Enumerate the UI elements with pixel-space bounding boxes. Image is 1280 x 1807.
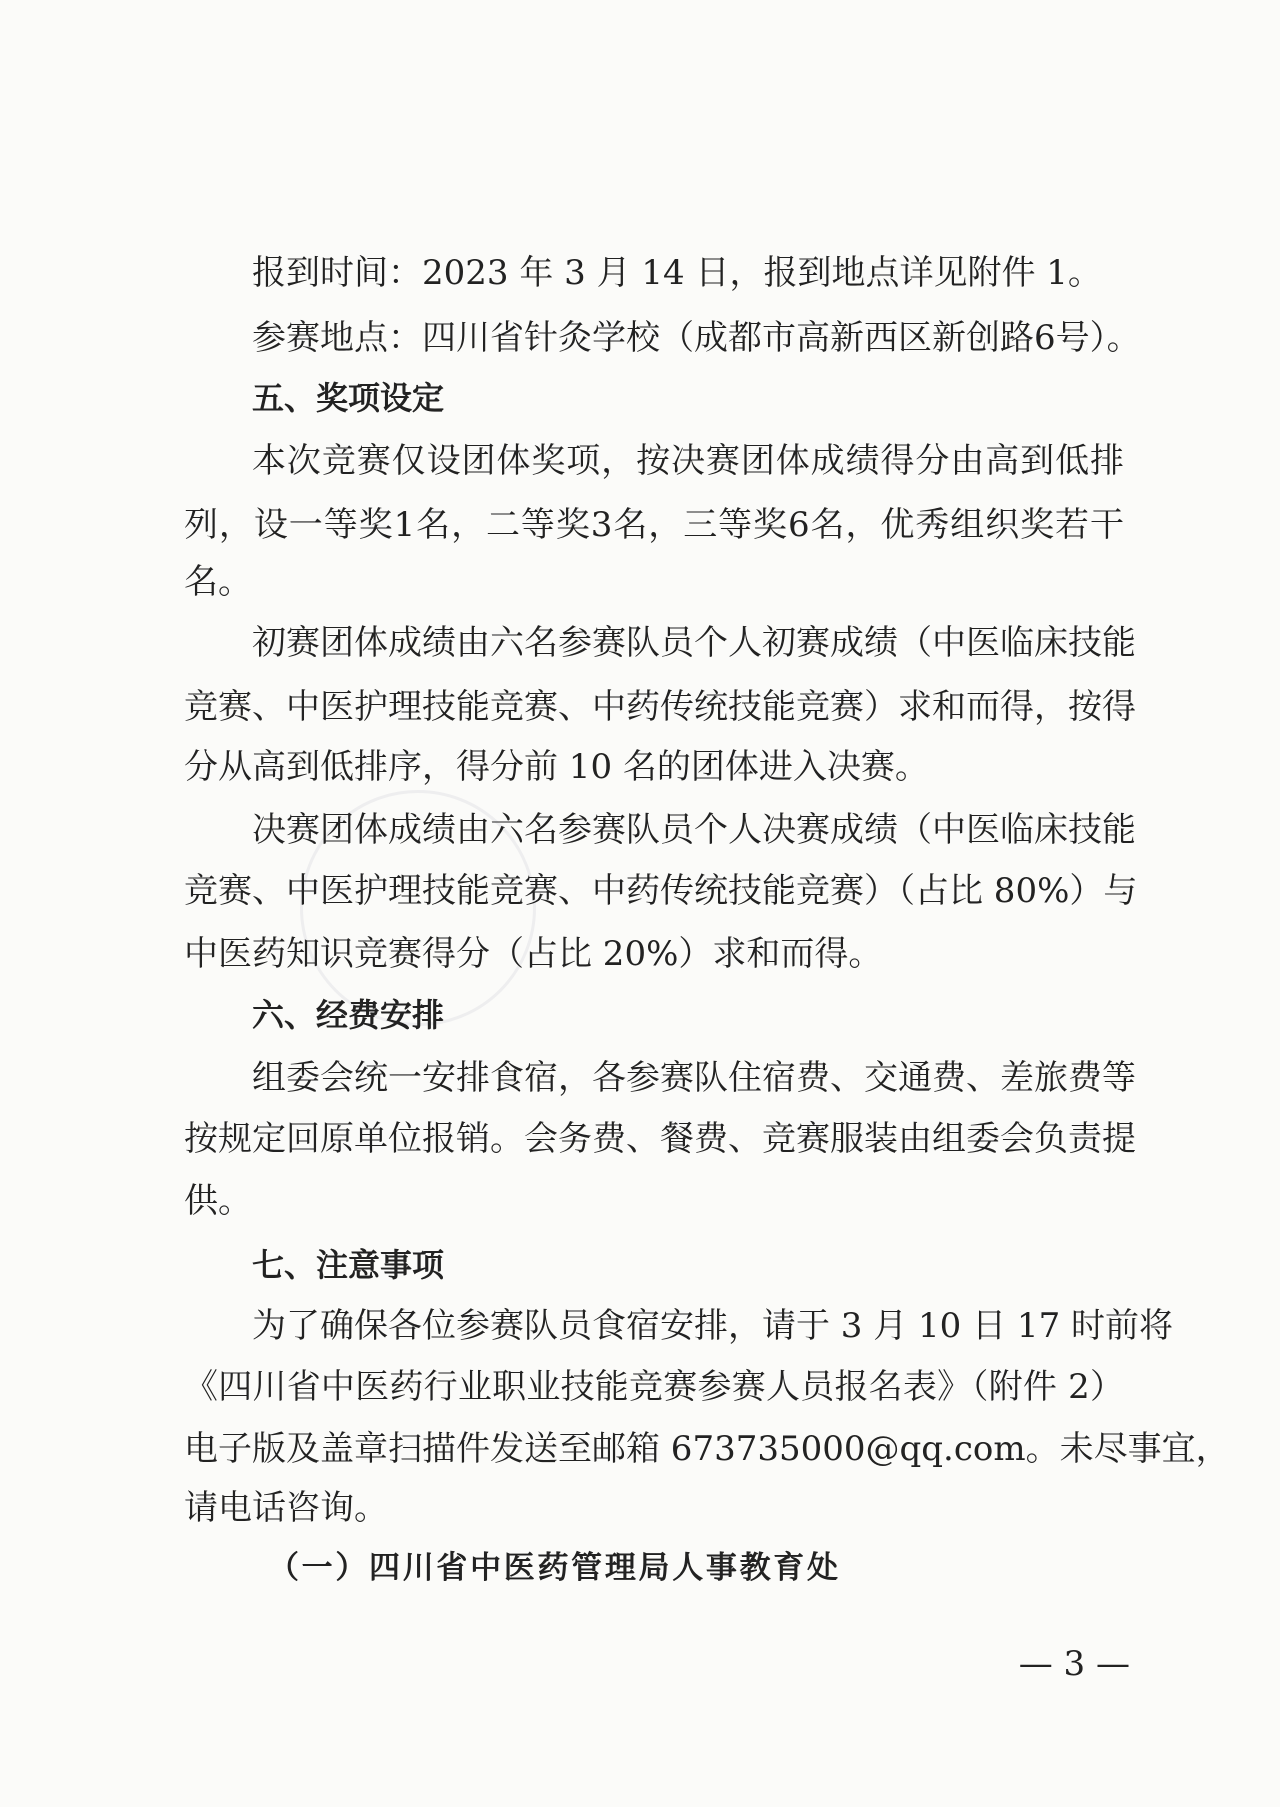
text-line: 名。: [184, 562, 252, 602]
text-line: 组委会统一安排食宿，各参赛队住宿费、交通费、差旅费等: [252, 1058, 1136, 1098]
text-line: 请电话咨询。: [184, 1488, 388, 1528]
text-line: 报到时间：2023 年 3 月 14 日，报到地点详见附件 1。: [252, 253, 1102, 293]
section-heading: 六、经费安排: [252, 996, 445, 1034]
text-line: 电子版及盖章扫描件发送至邮箱 673735000@qq.com。未尽事宜，: [184, 1429, 1230, 1469]
text-line: 本次竞赛仅设团体奖项，按决赛团体成绩得分由高到低排: [252, 441, 1124, 481]
text-line: 分从高到低排序，得分前 10 名的团体进入决赛。: [184, 747, 929, 787]
text-line: 竞赛、中医护理技能竞赛、中药传统技能竞赛）求和而得，按得: [184, 687, 1136, 727]
text-line: 初赛团体成绩由六名参赛队员个人初赛成绩（中医临床技能: [252, 623, 1136, 663]
subsection-heading: （一）四川省中医药管理局人事教育处: [268, 1550, 838, 1586]
section-heading: 五、奖项设定: [252, 379, 445, 417]
text-line: 决赛团体成绩由六名参赛队员个人决赛成绩（中医临床技能: [252, 810, 1136, 850]
text-line: 竞赛、中医护理技能竞赛、中药传统技能竞赛）（占比 80%）与: [184, 871, 1138, 911]
text-line: 参赛地点：四川省针灸学校（成都市高新西区新创路6号）。: [252, 318, 1141, 358]
text-line: 为了确保各位参赛队员食宿安排，请于 3 月 10 日 17 时前将: [252, 1306, 1174, 1346]
text-line: 供。: [184, 1181, 252, 1221]
text-line: 列，设一等奖1名，二等奖3名，三等奖6名，优秀组织奖若干: [184, 505, 1124, 545]
text-line: 中医药知识竞赛得分（占比 20%）求和而得。: [184, 934, 883, 974]
section-heading: 七、注意事项: [252, 1246, 445, 1284]
text-line: 按规定回原单位报销。会务费、餐费、竞赛服装由组委会负责提: [184, 1119, 1136, 1159]
text-line: 《四川省中医药行业职业技能竞赛参赛人员报名表》（附件 2）: [184, 1367, 1124, 1407]
page-number: — 3 —: [1018, 1644, 1130, 1684]
